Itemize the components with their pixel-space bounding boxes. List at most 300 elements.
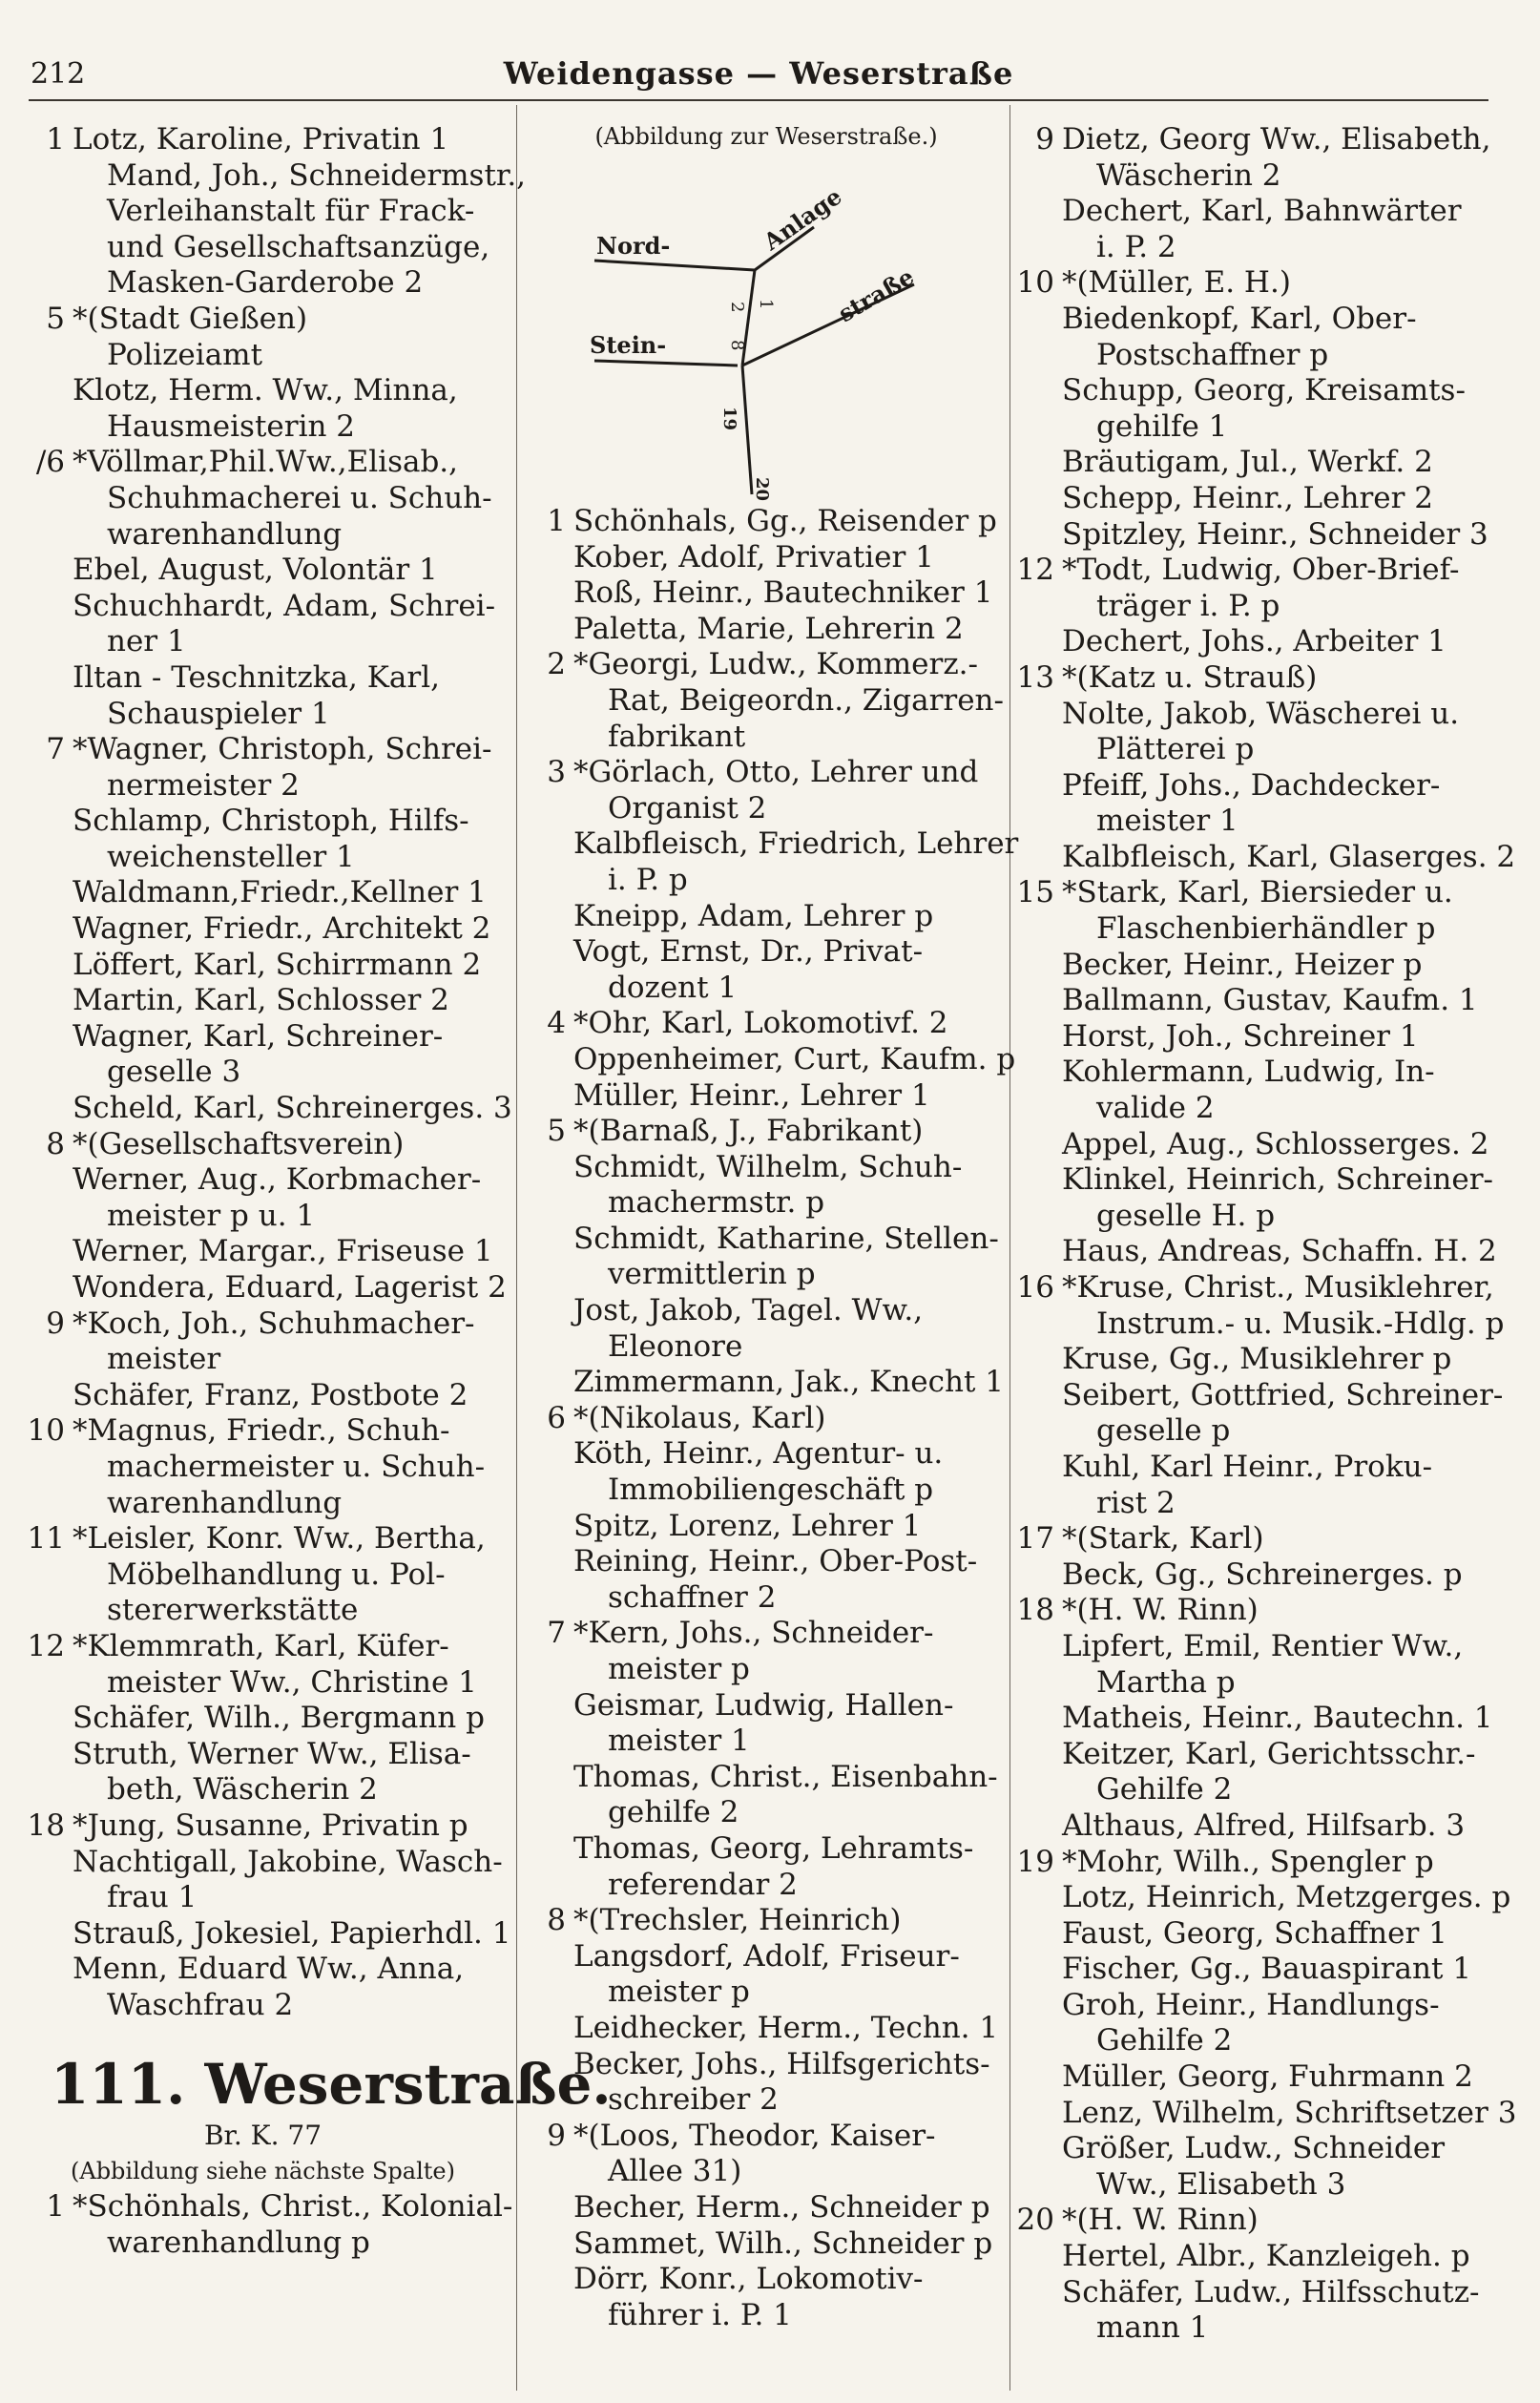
house-number: 10 xyxy=(27,1413,65,1449)
entry-line: meister xyxy=(107,1342,221,1377)
house-number xyxy=(1016,302,1062,373)
directory-entry xyxy=(1016,302,1493,373)
entry-line: Struth, Werner Ww., Elisa- xyxy=(73,1736,471,1771)
house-number: 20 xyxy=(1016,2203,1054,2238)
entry-text xyxy=(1062,983,1493,1019)
house-number xyxy=(27,1378,73,1414)
house-number xyxy=(1016,1557,1062,1594)
house-number xyxy=(528,1831,573,1903)
house-number xyxy=(27,911,73,948)
entry-line: *Schönhals, Christ., Kolonial- xyxy=(73,2189,513,2225)
house-number: 17 xyxy=(1016,1521,1054,1557)
house-number xyxy=(27,589,73,660)
directory-entry xyxy=(528,612,1005,648)
directory-entry xyxy=(27,1952,499,2023)
entry-line: schaffner 2 xyxy=(608,1579,777,1615)
entry-text xyxy=(73,911,499,948)
house-number xyxy=(1016,1880,1062,1916)
entry-line: *(Stark, Karl) xyxy=(1062,1521,1264,1557)
entry-line: Schepp, Heinr., Lehrer 2 xyxy=(1062,480,1433,515)
entry-line: Größer, Ludw., Schneider xyxy=(1062,2131,1446,2166)
entry-text xyxy=(1062,1234,1497,1270)
house-number xyxy=(27,804,73,875)
entry-line: Bräutigam, Jul., Werkf. 2 xyxy=(1062,445,1433,480)
entry-text xyxy=(1062,840,1515,876)
entry-line: Groh, Heinr., Handlungs- xyxy=(1062,1987,1440,2022)
entry-line: Hausmeisterin 2 xyxy=(107,408,356,444)
entry-text xyxy=(1062,697,1493,768)
house-number xyxy=(1016,1378,1062,1450)
house-number: 8 xyxy=(46,1126,65,1161)
entry-line: Lotz, Heinrich, Metzgerges. p xyxy=(1062,1880,1511,1915)
entry-line: Keitzer, Karl, Gerichtsschr.- xyxy=(1062,1736,1476,1771)
entry-text xyxy=(573,504,1005,540)
entry-line: Dechert, Johs., Arbeiter 1 xyxy=(1062,624,1446,659)
street-note: (Abbildung siehe nächste Spalte) xyxy=(71,2158,455,2185)
entry-text xyxy=(1062,2131,1493,2203)
entry-text xyxy=(73,302,499,373)
entry-text xyxy=(73,1629,499,1701)
entry-line: Nachtigall, Jakobine, Wasch- xyxy=(73,1844,503,1879)
entry-line: Köth, Heinr., Agentur- u. xyxy=(573,1436,944,1472)
entry-line: Plätterei p xyxy=(1096,732,1255,767)
house-number xyxy=(1016,2131,1062,2203)
directory-entry xyxy=(528,2262,1005,2333)
column-middle xyxy=(528,122,1019,2333)
entry-text xyxy=(573,1401,1005,1437)
entry-line: Faust, Georg, Schaffner 1 xyxy=(1062,1915,1447,1951)
entry-line: träger i. P. p xyxy=(1096,588,1280,623)
entry-line: Geismar, Ludwig, Hallen- xyxy=(573,1687,954,1723)
house-number: 7 xyxy=(547,1616,566,1651)
entry-line: *Leisler, Konr. Ww., Bertha, xyxy=(73,1521,486,1557)
entry-line: Spitz, Lorenz, Lehrer 1 xyxy=(573,1508,922,1543)
entry-text xyxy=(573,575,1005,612)
entry-text xyxy=(73,1737,499,1808)
entry-line: *Jung, Susanne, Privatin p xyxy=(73,1807,468,1843)
entry-text xyxy=(73,122,526,302)
house-number xyxy=(1016,1450,1062,1521)
directory-entry xyxy=(528,504,1005,540)
street-map xyxy=(528,151,1005,504)
house-number: 1 xyxy=(46,122,65,157)
entry-line: Matheis, Heinr., Bautechn. 1 xyxy=(1062,1701,1493,1736)
entry-line: Löffert, Karl, Schirrmann 2 xyxy=(73,947,482,982)
entry-text xyxy=(1062,194,1493,265)
house-number: 4 xyxy=(547,1006,566,1041)
entry-line: Flaschenbierhändler p xyxy=(1096,911,1436,947)
entry-text xyxy=(73,1127,499,1163)
house-number xyxy=(27,1162,73,1234)
entry-text xyxy=(73,553,499,589)
entry-line: gehilfe 2 xyxy=(608,1795,739,1830)
entry-text xyxy=(573,1078,1005,1115)
directory-entry xyxy=(27,875,499,911)
house-number xyxy=(1016,624,1062,660)
directory-entry xyxy=(27,122,527,302)
entry-line: Ebel, August, Volontär 1 xyxy=(73,553,438,588)
entry-line: Althaus, Alfred, Hilfsarb. 3 xyxy=(1062,1807,1466,1843)
entry-line: Allee 31) xyxy=(608,2154,742,2189)
entry-line: Horst, Joh., Schreiner 1 xyxy=(1062,1018,1419,1054)
entry-line: Schäfer, Franz, Postbote 2 xyxy=(73,1377,468,1412)
entry-line: mann 1 xyxy=(1096,2310,1209,2346)
directory-entry xyxy=(27,1701,499,1737)
directory-entry xyxy=(1016,1270,1505,1342)
entry-line: machermstr. p xyxy=(608,1185,825,1221)
entry-line: Ww., Elisabeth 3 xyxy=(1096,2166,1346,2202)
directory-entry xyxy=(528,647,1005,755)
directory-entry xyxy=(528,1114,1005,1150)
house-number xyxy=(528,1509,573,1545)
directory-entry xyxy=(528,1939,1005,2011)
entry-line: rist 2 xyxy=(1096,1485,1176,1520)
entry-line: Mand, Joh., Schneidermstr., xyxy=(107,157,527,193)
entry-line: Langsdorf, Adolf, Friseur- xyxy=(573,1938,960,1974)
entry-line: Organist 2 xyxy=(608,790,767,825)
entry-text xyxy=(1062,1952,1493,1988)
column-divider xyxy=(516,105,517,2391)
entry-line: Möbelhandlung u. Pol- xyxy=(107,1557,446,1592)
entry-line: Schauspieler 1 xyxy=(107,696,330,731)
directory-entry xyxy=(528,1401,1005,1437)
entry-line: nermeister 2 xyxy=(107,767,300,803)
entry-text xyxy=(1062,768,1493,840)
entry-line: Kruse, Gg., Musiklehrer p xyxy=(1062,1342,1452,1377)
map-label-anlage: Anlage xyxy=(758,181,847,256)
house-number xyxy=(1016,1952,1062,1988)
house-number xyxy=(1016,1737,1062,1808)
entry-text xyxy=(573,934,1005,1006)
entry-line: Klotz, Herm. Ww., Minna, xyxy=(73,373,458,408)
entry-text xyxy=(1062,1629,1493,1701)
entry-text xyxy=(73,445,499,553)
house-number xyxy=(1016,1234,1062,1270)
entry-text xyxy=(73,589,499,660)
directory-entry xyxy=(27,589,499,660)
entry-line: Lenz, Wilhelm, Schriftsetzer 3 xyxy=(1062,2095,1517,2130)
entry-text xyxy=(1062,1521,1493,1557)
entry-line: Schmidt, Wilhelm, Schuh- xyxy=(573,1149,963,1184)
residents-list-weserstrasse-start xyxy=(27,2189,513,2261)
entry-text xyxy=(1062,1916,1493,1953)
entry-line: *Ohr, Karl, Lokomotivf. 2 xyxy=(573,1006,948,1041)
entry-line: Strauß, Jokesiel, Papierhdl. 1 xyxy=(73,1915,511,1951)
house-number xyxy=(1016,1342,1062,1378)
entry-text xyxy=(1062,875,1493,947)
house-number: 1 xyxy=(547,504,566,538)
directory-entry xyxy=(528,1436,1005,1508)
house-number xyxy=(528,2226,573,2263)
directory-entry xyxy=(1016,517,1493,554)
entry-line: *Georgi, Ludw., Kommerz.- xyxy=(573,647,978,682)
entry-text xyxy=(1062,948,1493,984)
house-number xyxy=(528,575,573,612)
house-number xyxy=(27,1234,73,1270)
directory-entry xyxy=(1016,1162,1493,1234)
house-number xyxy=(1016,1127,1062,1163)
directory-entry xyxy=(528,826,1019,898)
entry-text xyxy=(73,732,499,804)
entry-text xyxy=(1062,1593,1493,1629)
house-number xyxy=(27,983,73,1019)
entry-line: *(H. W. Rinn) xyxy=(1062,1593,1259,1628)
house-number xyxy=(1016,1629,1062,1701)
directory-entry xyxy=(528,575,1005,612)
entry-line: Lipfert, Emil, Rentier Ww., xyxy=(1062,1628,1464,1663)
house-number xyxy=(27,1845,73,1916)
house-number: 7 xyxy=(46,732,65,767)
entry-line: Schäfer, Ludw., Hilfsschutz- xyxy=(1062,2274,1480,2309)
directory-entry xyxy=(1016,2059,1493,2096)
house-number: /6 xyxy=(35,445,65,480)
entry-line: *Kruse, Christ., Musiklehrer, xyxy=(1062,1270,1494,1305)
weserstrasse-road-edge-down xyxy=(742,366,752,494)
directory-entry xyxy=(27,1521,499,1629)
column-right xyxy=(1016,122,1517,2347)
entry-line: Thomas, Georg, Lehramts- xyxy=(573,1830,974,1866)
entry-line: warenhandlung xyxy=(107,1485,343,1520)
house-number xyxy=(1016,948,1062,984)
house-number xyxy=(528,612,573,648)
entry-line: geselle p xyxy=(1096,1413,1231,1449)
entry-text xyxy=(1062,1378,1503,1450)
directory-entry xyxy=(1016,1808,1493,1845)
entry-text xyxy=(573,612,1005,648)
entry-text xyxy=(573,2262,1005,2333)
house-number xyxy=(528,1042,573,1078)
entry-text xyxy=(573,2190,1005,2226)
house-number xyxy=(27,1701,73,1737)
entry-text xyxy=(1062,517,1493,554)
entry-text xyxy=(573,1365,1005,1401)
entry-line: geselle H. p xyxy=(1096,1198,1276,1233)
directory-entry xyxy=(27,373,499,445)
entry-text xyxy=(73,1234,499,1270)
house-number: 12 xyxy=(27,1628,65,1663)
entry-line: Werner, Aug., Korbmacher- xyxy=(73,1162,482,1198)
directory-entry xyxy=(1016,194,1493,265)
directory-entry xyxy=(27,1844,503,1916)
directory-entry xyxy=(528,2047,1005,2119)
entry-line: gehilfe 1 xyxy=(1096,408,1228,444)
entry-text xyxy=(573,1293,1005,1365)
house-number xyxy=(528,934,573,1006)
directory-entry xyxy=(1016,1737,1493,1808)
weserstrasse-road-edge-left xyxy=(742,270,755,366)
entry-text xyxy=(573,1509,1005,1545)
entry-text xyxy=(1062,445,1493,481)
running-title: Weidengasse — Weserstraße xyxy=(503,55,1014,92)
house-number: 18 xyxy=(1016,1593,1054,1628)
entry-text xyxy=(1062,553,1493,624)
residents-list-weserstrasse-right xyxy=(1016,122,1517,2347)
entry-text xyxy=(1062,1880,1510,1916)
directory-entry xyxy=(528,1831,1005,1903)
directory-entry xyxy=(528,2011,1005,2047)
entry-line: meister p u. 1 xyxy=(107,1198,316,1233)
house-number xyxy=(27,660,73,732)
entry-line: Kohlermann, Ludwig, In- xyxy=(1062,1055,1435,1090)
house-number xyxy=(27,1019,73,1091)
entry-line: Wäscherin 2 xyxy=(1096,157,1281,193)
entry-text xyxy=(1062,2275,1493,2347)
entry-line: *Klemmrath, Karl, Küfer- xyxy=(73,1628,449,1663)
house-number xyxy=(1016,481,1062,517)
house-number: 5 xyxy=(547,1114,566,1149)
directory-entry xyxy=(528,755,1005,826)
residents-list-weserstrasse-middle xyxy=(528,504,1019,2333)
entry-line: Biedenkopf, Karl, Ober- xyxy=(1062,301,1417,336)
entry-line: Jost, Jakob, Tagel. Ww., xyxy=(573,1293,924,1328)
entry-line: Martin, Karl, Schlosser 2 xyxy=(73,983,449,1018)
directory-entry xyxy=(27,1127,499,1163)
directory-entry xyxy=(27,1413,499,1521)
entry-text xyxy=(573,1939,1005,2011)
directory-entry xyxy=(528,1078,1005,1115)
entry-line: Haus, Andreas, Schaffn. H. 2 xyxy=(1062,1234,1497,1269)
entry-line: Kneipp, Adam, Lehrer p xyxy=(573,898,934,933)
house-number: 15 xyxy=(1016,875,1054,910)
directory-entry xyxy=(1016,1880,1511,1916)
entry-line: i. P. p xyxy=(608,862,688,897)
entry-line: *(Gesellschaftsverein) xyxy=(73,1126,405,1161)
entry-line: i. P. 2 xyxy=(1096,229,1176,264)
entry-line: *Völlmar,Phil.Ww.,Elisab., xyxy=(73,445,459,480)
entry-line: dozent 1 xyxy=(608,970,738,1005)
directory-entry xyxy=(1016,1342,1493,1378)
directory-entry xyxy=(528,1509,1005,1545)
entry-text xyxy=(1062,624,1493,660)
directory-entry xyxy=(528,2190,1005,2226)
entry-text xyxy=(1062,1342,1493,1378)
directory-entry xyxy=(1016,1557,1493,1594)
directory-entry xyxy=(1016,1701,1493,1737)
directory-entry xyxy=(27,553,499,589)
entry-line: Wagner, Friedr., Architekt 2 xyxy=(73,911,491,947)
directory-entry xyxy=(27,1234,499,1270)
house-number xyxy=(27,1916,73,1953)
house-number xyxy=(528,1365,573,1401)
house-number xyxy=(528,1222,573,1293)
house-number xyxy=(27,553,73,589)
entry-text xyxy=(73,875,499,911)
entry-line: Masken-Garderobe 2 xyxy=(107,265,424,301)
entry-text xyxy=(573,1616,1005,1687)
house-number: 1 xyxy=(46,2189,65,2225)
house-number: 16 xyxy=(1016,1270,1054,1305)
house-number xyxy=(27,373,73,445)
entry-line: weichensteller 1 xyxy=(107,839,355,874)
steinstrasse-road-edge xyxy=(594,361,738,366)
entry-line: *(H. W. Rinn) xyxy=(1062,2203,1259,2238)
street-district: Br. K. 77 xyxy=(203,2120,323,2152)
entry-line: meister p xyxy=(608,1652,750,1686)
entry-line: Thomas, Christ., Eisenbahn- xyxy=(573,1759,998,1794)
directory-entry xyxy=(27,911,499,948)
entry-line: *Stark, Karl, Biersieder u. xyxy=(1062,875,1453,910)
entry-text xyxy=(1062,1162,1493,1234)
directory-entry xyxy=(1016,2095,1517,2132)
entry-line: warenhandlung xyxy=(107,516,343,552)
directory-entry xyxy=(528,1688,1005,1760)
entry-line: meister 1 xyxy=(608,1724,750,1759)
entry-line: Iltan - Teschnitzka, Karl, xyxy=(73,659,440,695)
entry-line: Ballmann, Gustav, Kaufm. 1 xyxy=(1062,983,1478,1018)
entry-line: Becker, Heinr., Heizer p xyxy=(1062,947,1423,982)
directory-entry xyxy=(1016,1019,1493,1055)
house-number: 9 xyxy=(46,1306,65,1341)
entry-line: Oppenheimer, Curt, Kaufm. p xyxy=(573,1041,1016,1076)
entry-line: *(Nikolaus, Karl) xyxy=(573,1400,826,1435)
entry-line: meister Ww., Christine 1 xyxy=(107,1664,477,1700)
entry-text xyxy=(73,1521,499,1629)
entry-line: Scheld, Karl, Schreinerges. 3 xyxy=(73,1091,512,1126)
entry-text xyxy=(1062,2096,1516,2132)
entry-line: Vogt, Ernst, Dr., Privat- xyxy=(573,934,924,970)
entry-line: Kober, Adolf, Privatier 1 xyxy=(573,539,934,575)
entry-line: Lotz, Karoline, Privatin 1 xyxy=(73,122,449,157)
entry-line: Martha p xyxy=(1096,1664,1236,1700)
entry-line: Dietz, Georg Ww., Elisabeth, xyxy=(1062,122,1491,157)
house-number xyxy=(27,1091,73,1127)
entry-line: vermittlerin p xyxy=(608,1257,816,1292)
directory-entry xyxy=(1016,1521,1493,1557)
street-heading: 111. Weserstraße. xyxy=(51,2052,612,2118)
directory-entry xyxy=(528,1222,1005,1293)
entry-text xyxy=(1062,1701,1493,1737)
house-number xyxy=(1016,1701,1062,1737)
house-number xyxy=(27,1737,73,1808)
entry-text xyxy=(573,2011,1005,2047)
entry-text xyxy=(573,1042,1015,1078)
entry-line: schreiber 2 xyxy=(608,2082,779,2118)
directory-entry xyxy=(1016,1055,1493,1126)
entry-text xyxy=(573,540,1005,576)
entry-line: Appel, Aug., Schlosserges. 2 xyxy=(1062,1126,1489,1161)
entry-text xyxy=(73,1019,499,1091)
directory-entry xyxy=(27,302,499,373)
entry-text xyxy=(1062,2059,1493,2096)
entry-line: *(Trechsler, Heinrich) xyxy=(573,1903,902,1938)
entry-text xyxy=(573,1114,1005,1150)
house-number xyxy=(528,1078,573,1115)
street-map-drawing xyxy=(528,151,1005,504)
house-number xyxy=(528,540,573,576)
directory-entry xyxy=(1016,983,1493,1019)
entry-text xyxy=(73,1091,512,1127)
directory-entry xyxy=(1016,1952,1493,1988)
house-number xyxy=(1016,1055,1062,1126)
entry-line: *(Loos, Theodor, Kaiser- xyxy=(573,2118,936,2153)
entry-line: *(Müller, E. H.) xyxy=(1062,265,1291,301)
house-number: 13 xyxy=(1016,659,1054,695)
nordanlage-road-edge-1 xyxy=(594,261,755,270)
entry-text xyxy=(1062,1988,1493,2059)
house-number xyxy=(1016,1916,1062,1953)
entry-line: *Koch, Joh., Schuhmacher- xyxy=(73,1306,475,1341)
entry-line: Beck, Gg., Schreinerges. p xyxy=(1062,1557,1463,1592)
directory-entry xyxy=(528,1365,1005,1401)
entry-text xyxy=(1062,481,1493,517)
map-house-number-20: 20 xyxy=(752,477,772,502)
house-number xyxy=(1016,983,1062,1019)
house-number xyxy=(528,1150,573,1222)
house-number xyxy=(528,2190,573,2226)
entry-line: Schönhals, Gg., Reisender p xyxy=(573,504,997,538)
page-number: 212 xyxy=(31,57,86,91)
house-number xyxy=(528,899,573,935)
